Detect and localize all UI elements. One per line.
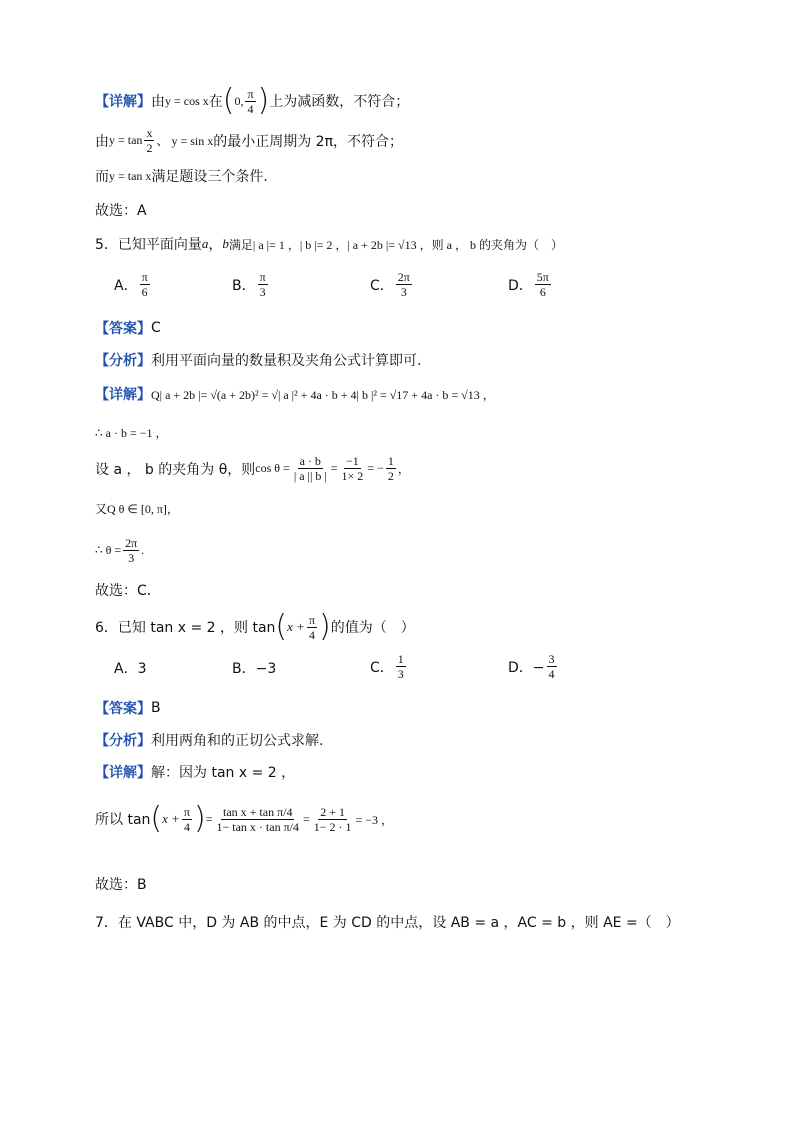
frac-den: 1− 2 · 1 bbox=[313, 819, 352, 834]
paren-right: ) bbox=[193, 801, 206, 836]
detail-line-5-3 bbox=[95, 454, 410, 483]
frac-den: 3 bbox=[259, 285, 266, 299]
question-text: 5．已知平面向量 bbox=[95, 237, 202, 253]
frac-den: 4 bbox=[247, 101, 254, 116]
paren-right: ) bbox=[319, 609, 331, 644]
option-label: A． bbox=[114, 277, 138, 294]
fraction bbox=[547, 652, 557, 681]
math-expr: 0, bbox=[234, 93, 244, 108]
frac-num: tan x + tan π/4 bbox=[222, 804, 293, 819]
frac-num: 2π bbox=[125, 536, 138, 550]
frac-num: x bbox=[146, 126, 153, 140]
text: 而 bbox=[95, 169, 109, 185]
fraction bbox=[396, 652, 406, 681]
question-7 bbox=[95, 912, 680, 932]
detail-line-6-2 bbox=[95, 801, 394, 836]
answer-value: B bbox=[151, 700, 161, 716]
math-expr: x + bbox=[162, 811, 180, 826]
frac-den: 4 bbox=[548, 667, 555, 681]
detail-line-2 bbox=[95, 126, 403, 155]
fraction bbox=[340, 454, 366, 483]
math-expr: = bbox=[205, 811, 213, 826]
analysis-tag: 【分析】 bbox=[95, 733, 151, 749]
detail-line-1 bbox=[95, 83, 410, 118]
frac-den: 4 bbox=[308, 627, 315, 642]
option-label: C． bbox=[370, 659, 394, 676]
vector-a: a bbox=[201, 236, 209, 251]
text: 所以 tan bbox=[95, 812, 151, 828]
detail-tag: 【详解】 bbox=[95, 765, 151, 781]
frac-num: π bbox=[308, 612, 315, 627]
answer-line-5 bbox=[95, 318, 161, 338]
analysis-line-6 bbox=[95, 730, 323, 750]
answer-line-6 bbox=[95, 698, 161, 718]
frac-num: −1 bbox=[346, 454, 359, 468]
option-label: D．− bbox=[508, 659, 545, 676]
text: 满足题设三个条件. bbox=[151, 169, 268, 185]
text: ， bbox=[208, 237, 223, 253]
question-text: 6．已知 tan x = 2 ，则 tan bbox=[95, 620, 276, 636]
option-label: C． bbox=[370, 277, 394, 294]
math-expr: . bbox=[141, 543, 145, 557]
fraction bbox=[140, 270, 150, 299]
choice-line-6: 故选：B bbox=[95, 877, 147, 893]
vector-b: b bbox=[222, 236, 229, 251]
paren-left: ( bbox=[222, 83, 235, 118]
text: 的最小正周期为 2π，不符合； bbox=[213, 133, 404, 150]
detail-tag: 【详解】 bbox=[95, 387, 151, 403]
option-c bbox=[370, 270, 414, 299]
fraction bbox=[214, 805, 300, 834]
frac-den: 3 bbox=[128, 551, 135, 565]
frac-den: 3 bbox=[397, 667, 404, 681]
option-a: A．3 bbox=[114, 661, 147, 677]
detail-line-5-2 bbox=[95, 424, 168, 441]
text: 上为减函数，不符合； bbox=[269, 94, 410, 110]
question-6 bbox=[95, 609, 415, 644]
fraction bbox=[312, 805, 354, 834]
frac-num: 1 bbox=[397, 652, 404, 666]
frac-den: 2 bbox=[146, 141, 153, 155]
paren-left: ( bbox=[275, 609, 288, 644]
fraction bbox=[386, 454, 396, 483]
answer-value: C bbox=[151, 320, 161, 336]
math-expr: cos θ = bbox=[255, 461, 290, 475]
frac-den: 3 bbox=[400, 285, 407, 299]
math-expr: ， bbox=[397, 462, 410, 476]
frac-den: 1× 2 bbox=[341, 469, 364, 483]
option-b: B．−3 bbox=[232, 661, 277, 677]
frac-num: 2π bbox=[397, 270, 410, 284]
math-expr: = −3 ， bbox=[355, 812, 394, 827]
frac-den: 4 bbox=[183, 819, 190, 834]
frac-num: a · b bbox=[299, 454, 321, 468]
fraction bbox=[396, 270, 412, 299]
fraction bbox=[535, 270, 551, 299]
math-expr: 、 y = sin x bbox=[156, 134, 214, 148]
answer-tag: 【答案】 bbox=[95, 701, 151, 717]
frac-num: π bbox=[183, 804, 190, 819]
frac-den: 6 bbox=[539, 285, 546, 299]
paren-left: ( bbox=[150, 801, 163, 836]
frac-den: 2 bbox=[387, 469, 394, 483]
frac-num: π bbox=[247, 86, 254, 101]
option-a bbox=[114, 270, 152, 299]
frac-num: 1 bbox=[387, 454, 394, 468]
answer-tag: 【答案】 bbox=[95, 321, 151, 337]
text: 的值为（ ） bbox=[330, 620, 415, 636]
math-expr: = bbox=[302, 811, 310, 826]
question-5 bbox=[95, 234, 563, 254]
math-expr: ∴ a · b = −1 ， bbox=[95, 426, 168, 440]
detail-line-3 bbox=[95, 166, 268, 186]
math-expr: y = tan bbox=[109, 133, 143, 147]
math-expr: 又Q θ ∈ [0, π]， bbox=[95, 502, 179, 516]
analysis-line-5 bbox=[95, 350, 421, 370]
question-condition: 满足| a |= 1 ，| b |= 2 ，| a + 2b |= √13 ，则 a ， b 的夹角为（ ） bbox=[228, 237, 563, 252]
fraction bbox=[258, 270, 268, 299]
math-expr: y = tan x bbox=[109, 168, 152, 183]
math-expr: x + bbox=[287, 619, 305, 634]
detail-line-6-1 bbox=[95, 762, 295, 782]
text: 设 a ， b 的夹角为 θ，则 bbox=[95, 461, 256, 478]
choice-line: 故选：A bbox=[95, 203, 147, 219]
fraction bbox=[182, 805, 192, 834]
frac-num: 3 bbox=[548, 652, 555, 666]
math-expr: = bbox=[330, 461, 338, 475]
detail-line-5-1 bbox=[95, 384, 495, 404]
fraction bbox=[307, 613, 317, 642]
math-expr: y = cos x bbox=[165, 93, 209, 108]
text: 在 bbox=[208, 94, 223, 110]
question-text: 7．在 VABC 中，D 为 AB 的中点，E 为 CD 的中点，设 AB = a ，AC = b ，则 AE =（ ） bbox=[95, 915, 680, 931]
paren-right: ) bbox=[257, 83, 270, 118]
option-label: D． bbox=[508, 277, 533, 294]
math-expr: ∴ θ = bbox=[95, 543, 122, 557]
text: 解：因为 tan x = 2 ， bbox=[151, 765, 296, 781]
frac-den: | a || b | bbox=[293, 469, 327, 483]
option-label: B． bbox=[232, 277, 256, 294]
option-c bbox=[370, 652, 408, 681]
analysis-tag: 【分析】 bbox=[95, 353, 151, 369]
option-d bbox=[508, 652, 559, 681]
fraction bbox=[292, 454, 329, 483]
choice-line-5: 故选：C． bbox=[95, 583, 161, 599]
fraction bbox=[144, 126, 154, 155]
text: 由 bbox=[151, 94, 165, 110]
frac-den: 6 bbox=[141, 285, 148, 299]
fraction bbox=[123, 536, 139, 565]
fraction bbox=[245, 87, 255, 116]
frac-den: 1− tan x · tan π/4 bbox=[216, 819, 299, 834]
math-expr: Q| a + 2b |= √(a + 2b)² = √| a |² + 4a · b + 4| b |² = √17 + 4a · b = √13 ， bbox=[151, 387, 495, 402]
frac-num: 5π bbox=[536, 270, 549, 284]
analysis-text: 利用平面向量的数量积及夹角公式计算即可. bbox=[151, 353, 422, 369]
frac-num: π bbox=[141, 270, 148, 284]
detail-line-5-4 bbox=[95, 500, 179, 517]
frac-num: 2 + 1 bbox=[320, 804, 346, 819]
option-d bbox=[508, 270, 553, 299]
analysis-text: 利用两角和的正切公式求解. bbox=[151, 733, 324, 749]
detail-tag: 【详解】 bbox=[95, 94, 151, 110]
frac-num: π bbox=[259, 270, 266, 284]
math-expr: = − bbox=[367, 461, 384, 475]
detail-line-5-5 bbox=[95, 536, 144, 565]
text: 由 bbox=[95, 133, 109, 150]
option-b bbox=[232, 270, 270, 299]
